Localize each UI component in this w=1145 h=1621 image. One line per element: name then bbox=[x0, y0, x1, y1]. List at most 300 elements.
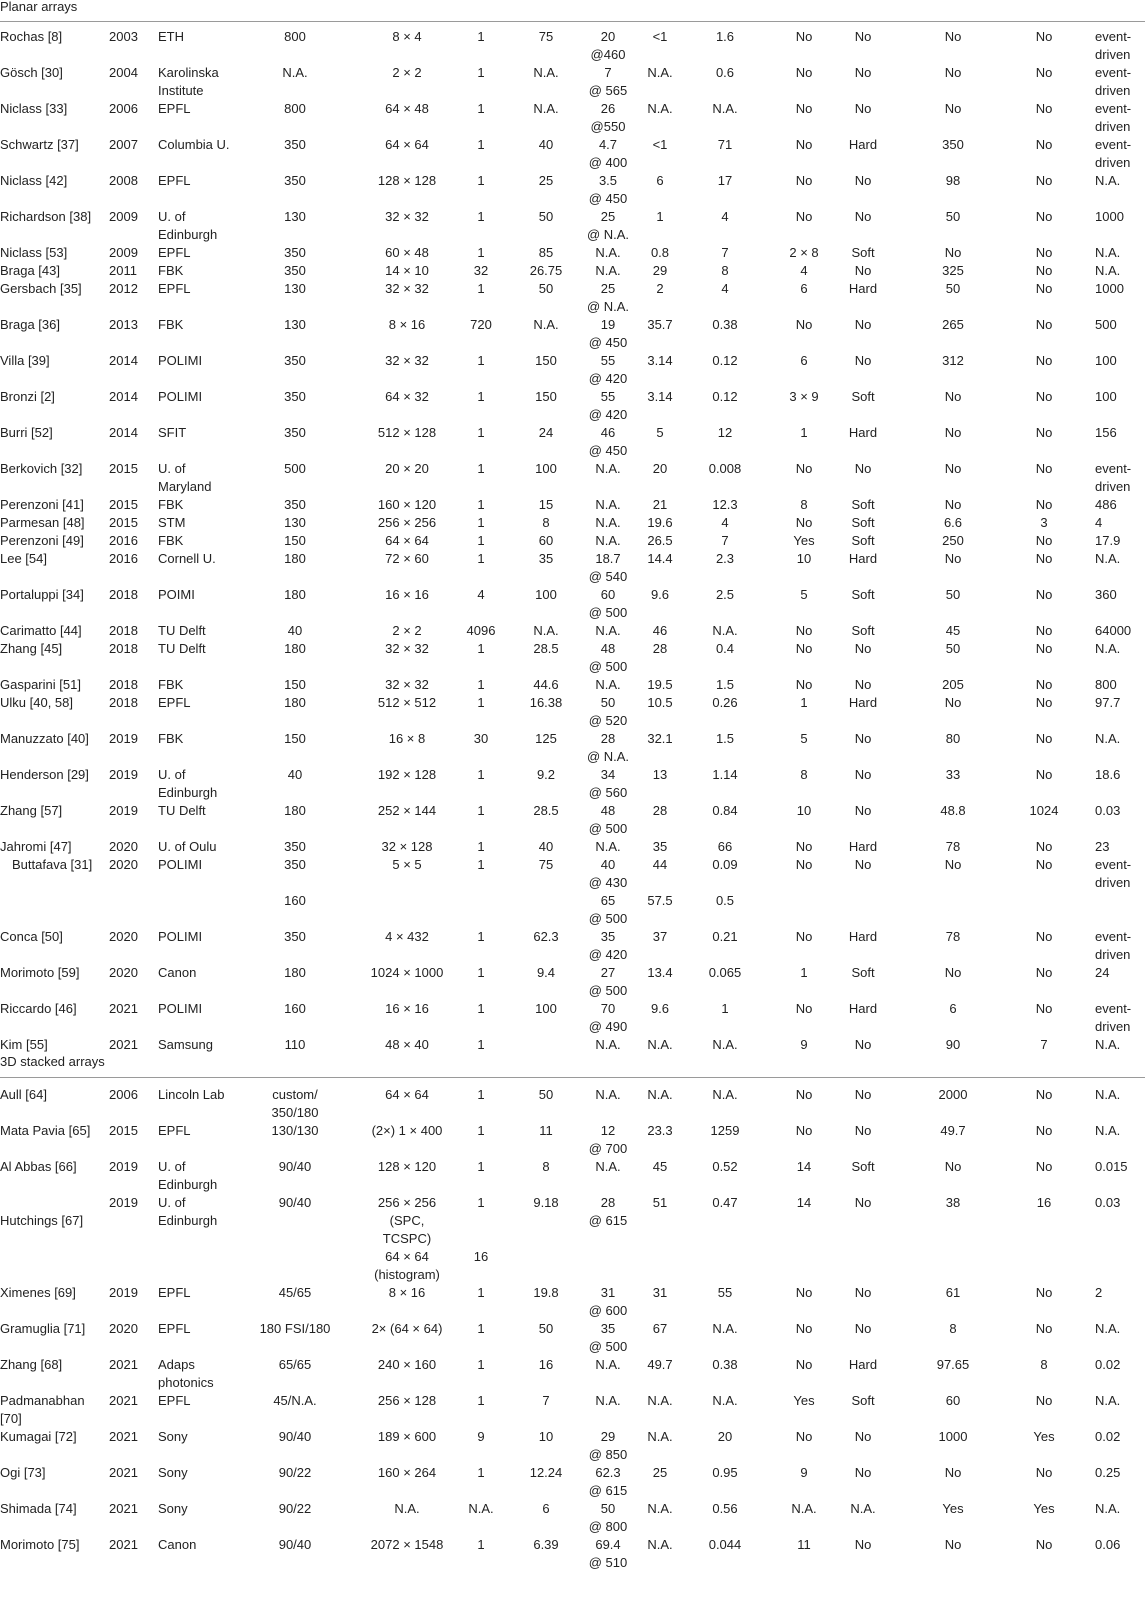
cell-power: 71 bbox=[717, 137, 733, 152]
cell-tdcs: 1 bbox=[477, 209, 485, 224]
cell-technology: 160 bbox=[284, 1001, 306, 1016]
cell-gating: No bbox=[854, 173, 872, 188]
cell-binning: 5 bbox=[800, 587, 808, 602]
cell-author: Parmesan [48] bbox=[0, 515, 85, 530]
cell-binning: No bbox=[795, 641, 813, 656]
cell-dcr: 10.5 bbox=[647, 695, 673, 710]
cell-array-size: 32 × 32 bbox=[385, 641, 429, 656]
cell-histogram: No bbox=[944, 1159, 962, 1174]
cell-power: 0.4 bbox=[715, 641, 735, 656]
planar-table-row bbox=[0, 928, 1145, 964]
cell-author: Carimatto [44] bbox=[0, 623, 82, 638]
cell-binning: No bbox=[795, 317, 813, 332]
cell-gating: No bbox=[854, 677, 872, 692]
cell-technology: 350 bbox=[284, 137, 306, 152]
cell-dcr: 2 bbox=[656, 281, 664, 296]
cell-gating: Soft bbox=[851, 1159, 875, 1174]
cell-year: 2021 bbox=[109, 1501, 138, 1516]
cell-pde: 50 @ 800 bbox=[588, 1501, 628, 1534]
cell-institution: POLIMI bbox=[158, 353, 203, 368]
cell-frame-rate: 156 bbox=[1095, 425, 1117, 440]
cell-pde: 31 @ 600 bbox=[588, 1285, 628, 1318]
cell-power: 55 bbox=[717, 1285, 733, 1300]
cell-histogram: 78 bbox=[945, 839, 961, 854]
cell-readout: 16 bbox=[1036, 1195, 1052, 1210]
cell-technology: 45/65 bbox=[278, 1285, 312, 1300]
cell-frame-rate: 486 bbox=[1095, 497, 1117, 512]
cell-gating: No bbox=[854, 65, 872, 80]
cell-institution: EPFL bbox=[158, 245, 191, 260]
cell-histogram: 78 bbox=[945, 929, 961, 944]
cell-power: N.A. bbox=[712, 1393, 738, 1408]
cell-institution: FBK bbox=[158, 731, 184, 746]
cell-array-size: (2×) 1 × 400 bbox=[371, 1123, 443, 1138]
cell-array-size: 8 × 16 bbox=[388, 1285, 426, 1300]
cell-power: 1 bbox=[721, 1001, 729, 1016]
cell-pde: 12 @ 700 bbox=[588, 1123, 628, 1156]
cell-author: Perenzoni [41] bbox=[0, 497, 84, 512]
cell-year: 2019 bbox=[109, 767, 138, 782]
cell-author: Niclass [53] bbox=[0, 245, 68, 260]
cell-technology: 350 bbox=[284, 353, 306, 368]
cell-histogram: 48.8 bbox=[940, 803, 966, 818]
cell-gating: N.A. bbox=[850, 1501, 876, 1516]
cell-technology: custom/ 350/180 bbox=[271, 1087, 319, 1120]
cell-institution: EPFL bbox=[158, 1393, 191, 1408]
cell-institution: U. of Edinburgh bbox=[158, 1195, 218, 1228]
cell-frame-rate: event- driven bbox=[1095, 857, 1132, 890]
cell-tdcs: 1 bbox=[477, 839, 485, 854]
cell-year: 2014 bbox=[109, 425, 138, 440]
stacked-table-row bbox=[0, 1392, 1145, 1428]
cell-readout: No bbox=[1035, 533, 1053, 548]
cell-pitch: 50 bbox=[538, 1321, 554, 1336]
cell-frame-rate: N.A. bbox=[1095, 1321, 1121, 1336]
planar-table-row bbox=[0, 586, 1145, 622]
cell-readout: No bbox=[1035, 353, 1053, 368]
cell-institution: Sony bbox=[158, 1465, 188, 1480]
cell-pitch: N.A. bbox=[533, 101, 559, 116]
cell-pde: 48 @ 500 bbox=[588, 641, 628, 674]
cell-power: 0.21 bbox=[712, 929, 738, 944]
cell-binning: 5 bbox=[800, 731, 808, 746]
cell-institution: POLIMI bbox=[158, 389, 203, 404]
cell-frame-rate: N.A. bbox=[1095, 173, 1121, 188]
cell-pde: 3.5 @ 450 bbox=[588, 173, 628, 206]
cell-dcr: N.A. bbox=[647, 101, 673, 116]
cell-frame-rate: N.A. bbox=[1095, 551, 1121, 566]
cell-power: 2.5 bbox=[715, 587, 735, 602]
cell-binning: No bbox=[795, 173, 813, 188]
cell-dcr: 44 bbox=[652, 857, 668, 872]
cell-power: 12 bbox=[717, 425, 733, 440]
cell-binning: No bbox=[795, 929, 813, 944]
cell-frame-rate: 0.25 bbox=[1095, 1465, 1121, 1480]
cell-year: 2011 bbox=[109, 263, 137, 278]
cell-institution: EPFL bbox=[158, 1285, 191, 1300]
cell-binning: No bbox=[795, 65, 813, 80]
cell-year: 2016 bbox=[109, 533, 138, 548]
cell-histogram: No bbox=[944, 1465, 962, 1480]
cell-array-size: 48 × 40 bbox=[385, 1037, 429, 1052]
cell-author: Niclass [33] bbox=[0, 101, 68, 116]
cell-gating: Soft bbox=[851, 497, 875, 512]
cell-institution: TU Delft bbox=[158, 623, 206, 638]
cell-frame-rate: 17.9 bbox=[1095, 533, 1121, 548]
cell-pitch: 11 bbox=[539, 1123, 553, 1138]
cell-tdcs: 1 bbox=[477, 173, 485, 188]
cell-tdcs: 1 bbox=[477, 1195, 485, 1210]
cell-frame-rate: 0.02 bbox=[1095, 1429, 1121, 1444]
cell-dcr: 19.5 bbox=[647, 677, 673, 692]
cell-dcr: 51 bbox=[652, 1195, 668, 1210]
cell-power: 0.12 bbox=[712, 389, 738, 404]
cell-binning: N.A. bbox=[791, 1501, 817, 1516]
cell-array-size: 64 × 64 bbox=[385, 1087, 429, 1102]
cell-technology: 350 bbox=[284, 929, 306, 944]
cell-year: 2020 bbox=[109, 965, 138, 980]
cell-dcr: 13.4 bbox=[647, 965, 673, 980]
cell-author: Niclass [42] bbox=[0, 173, 68, 188]
cell-institution: Sony bbox=[158, 1429, 188, 1444]
cell-array-size: 32 × 32 bbox=[385, 281, 429, 296]
cell-tdcs: 1 bbox=[477, 677, 485, 692]
cell-pitch: 100 bbox=[535, 461, 557, 476]
cell-power: 4 bbox=[721, 515, 729, 530]
cell-institution: Adaps photonics bbox=[158, 1357, 214, 1390]
cell-pitch: 62.3 bbox=[533, 929, 559, 944]
cell-pde: 7 @ 565 bbox=[588, 65, 628, 98]
cell-institution: POLIMI bbox=[158, 857, 203, 872]
cell-tdcs: 720 bbox=[470, 317, 492, 332]
cell-technology: 180 bbox=[284, 641, 306, 656]
cell-frame-rate: 0.015 bbox=[1095, 1159, 1128, 1174]
cell-frame-rate: N.A. bbox=[1095, 1123, 1121, 1138]
cell-dcr: <1 bbox=[652, 137, 668, 152]
cell-tdcs: 1 bbox=[477, 929, 485, 944]
cell-pitch: 8 bbox=[542, 1159, 550, 1174]
cell-year: 2015 bbox=[109, 515, 138, 530]
cell-histogram: No bbox=[944, 29, 962, 44]
cell-power: 0.38 bbox=[712, 317, 738, 332]
cell-gating: No bbox=[854, 857, 872, 872]
cell-pitch: 50 bbox=[538, 1087, 554, 1102]
cell-dcr: 9.6 bbox=[650, 587, 670, 602]
cell-histogram: 80 bbox=[945, 731, 961, 746]
cell-power: 0.09 bbox=[712, 857, 738, 872]
cell-pitch: 19.8 bbox=[533, 1285, 559, 1300]
cell-binning: No bbox=[795, 461, 813, 476]
cell-readout: No bbox=[1035, 29, 1053, 44]
cell-power: 0.6 bbox=[715, 65, 735, 80]
cell-tdcs: 1 bbox=[477, 245, 485, 260]
cell-gating: No bbox=[854, 29, 872, 44]
cell-binning: 8 bbox=[800, 767, 808, 782]
cell-technology: 90/40 bbox=[278, 1159, 312, 1174]
cell-year: 2021 bbox=[109, 1537, 138, 1552]
planar-table-row bbox=[0, 208, 1145, 244]
cell-institution: U. of Edinburgh bbox=[158, 1159, 218, 1192]
cell-tdcs: 1 bbox=[477, 1537, 485, 1552]
cell-array-size: 32 × 32 bbox=[385, 677, 429, 692]
cell-author: Villa [39] bbox=[0, 353, 50, 368]
cell-pitch: 35 bbox=[538, 551, 554, 566]
cell-power: 0.47 bbox=[712, 1195, 738, 1210]
cell-histogram: No bbox=[944, 695, 962, 710]
cell-institution: EPFL bbox=[158, 695, 191, 710]
cell-technology: 800 bbox=[284, 29, 306, 44]
cell-tdcs: 1 bbox=[477, 1285, 485, 1300]
cell-year: 2019 bbox=[109, 731, 138, 746]
cell-institution: U. of Edinburgh bbox=[158, 767, 218, 800]
cell-histogram: 50 bbox=[945, 587, 961, 602]
cell-pde: 55 @ 420 bbox=[588, 353, 628, 386]
cell-array-size: 252 × 144 bbox=[377, 803, 437, 818]
cell-tdcs: 1 bbox=[477, 1001, 485, 1016]
cell-author: Gramuglia [71] bbox=[0, 1321, 86, 1336]
cell-tdcs: 1 bbox=[477, 695, 485, 710]
cell-institution: Cornell U. bbox=[158, 551, 216, 566]
cell-dcr: N.A. bbox=[647, 1087, 673, 1102]
cell-gating: No bbox=[854, 1537, 872, 1552]
cell-histogram: No bbox=[944, 425, 962, 440]
cell-pde: 28 @ N.A. bbox=[586, 731, 630, 764]
cell-dcr: N.A. bbox=[647, 1537, 673, 1552]
cell-binning: No bbox=[795, 29, 813, 44]
cell-technology: 90/22 bbox=[278, 1501, 312, 1516]
cell-dcr: 45 bbox=[652, 1159, 668, 1174]
cell-frame-rate: N.A. bbox=[1095, 641, 1121, 656]
cell-power: N.A. bbox=[712, 623, 738, 638]
cell-readout: No bbox=[1035, 389, 1053, 404]
cell-readout: No bbox=[1035, 551, 1053, 566]
cell-binning: 9 bbox=[800, 1037, 808, 1052]
cell-readout: 1024 bbox=[1029, 803, 1059, 818]
cell-pde: 29 @ 850 bbox=[588, 1429, 628, 1462]
cell-pde: 20 @460 bbox=[590, 29, 626, 62]
cell-binning: No bbox=[795, 623, 813, 638]
cell-gating: Hard bbox=[848, 137, 878, 152]
cell-technology: 110 bbox=[284, 1037, 306, 1052]
cell-tdcs: 32 bbox=[473, 263, 489, 278]
planar-table-row bbox=[0, 136, 1145, 172]
cell-technology: 130 bbox=[284, 317, 306, 332]
cell-frame-rate: N.A. bbox=[1095, 1393, 1121, 1408]
cell-binning: Yes bbox=[793, 533, 815, 548]
cell-frame-rate: 23 bbox=[1095, 839, 1110, 854]
cell-author: Riccardo [46] bbox=[0, 1001, 77, 1016]
cell-pitch: 40 bbox=[538, 137, 554, 152]
cell-dcr: 14.4 bbox=[647, 551, 673, 566]
cell-histogram: 50 bbox=[945, 281, 961, 296]
cell-tdcs: 1 bbox=[477, 101, 485, 116]
cell-pde: 65 @ 500 bbox=[588, 893, 628, 926]
stacked-table-row bbox=[0, 1248, 1145, 1284]
cell-technology: 350 bbox=[284, 839, 306, 854]
cell-power: 4 bbox=[721, 281, 729, 296]
cell-frame-rate: event- driven bbox=[1095, 929, 1132, 962]
cell-dcr: 29 bbox=[652, 263, 668, 278]
cell-gating: Hard bbox=[848, 281, 878, 296]
cell-readout: No bbox=[1035, 1123, 1053, 1138]
cell-year: 2007 bbox=[109, 137, 138, 152]
cell-gating: No bbox=[854, 461, 872, 476]
cell-histogram: No bbox=[944, 551, 962, 566]
cell-array-size: 64 × 64 (histogram) bbox=[374, 1249, 440, 1282]
cell-pitch: 24 bbox=[538, 425, 554, 440]
cell-pde: N.A. bbox=[595, 245, 621, 260]
cell-author: Mata Pavia [65] bbox=[0, 1123, 91, 1138]
cell-gating: Soft bbox=[851, 587, 875, 602]
cell-power: 1259 bbox=[710, 1123, 740, 1138]
cell-technology: 180 FSI/180 bbox=[259, 1321, 331, 1336]
cell-binning: No bbox=[795, 1429, 813, 1444]
cell-pitch: 75 bbox=[538, 29, 554, 44]
planar-table-row bbox=[0, 766, 1145, 802]
cell-frame-rate: 1000 bbox=[1095, 209, 1124, 224]
cell-array-size: 160 × 120 bbox=[377, 497, 437, 512]
stacked-table-row bbox=[0, 1212, 1145, 1248]
cell-tdcs: 1 bbox=[477, 1159, 485, 1174]
cell-institution: FBK bbox=[158, 317, 184, 332]
cell-technology: 350 bbox=[284, 389, 306, 404]
cell-pitch: 28.5 bbox=[533, 641, 559, 656]
cell-year: 2021 bbox=[109, 1357, 138, 1372]
planar-table-row bbox=[0, 352, 1145, 388]
cell-frame-rate: 0.03 bbox=[1095, 1195, 1121, 1210]
cell-year: 2018 bbox=[109, 695, 138, 710]
cell-gating: Soft bbox=[851, 389, 875, 404]
cell-gating: No bbox=[854, 1429, 872, 1444]
cell-gating: No bbox=[854, 101, 872, 116]
cell-dcr: 67 bbox=[652, 1321, 668, 1336]
cell-pde: N.A. bbox=[595, 677, 621, 692]
planar-table-row bbox=[0, 388, 1145, 424]
cell-author: Berkovich [32] bbox=[0, 461, 83, 476]
cell-author: Kim [55] bbox=[0, 1037, 48, 1052]
cell-array-size: 32 × 32 bbox=[385, 353, 429, 368]
cell-tdcs: 30 bbox=[473, 731, 489, 746]
cell-year: 2014 bbox=[109, 353, 138, 368]
cell-dcr: N.A. bbox=[647, 1393, 673, 1408]
cell-histogram: 1000 bbox=[938, 1429, 968, 1444]
stacked-table-row bbox=[0, 1464, 1145, 1500]
cell-readout: No bbox=[1035, 317, 1053, 332]
cell-year: 2009 bbox=[109, 245, 138, 260]
cell-power: N.A. bbox=[712, 101, 738, 116]
cell-author: Zhang [45] bbox=[0, 641, 63, 656]
cell-histogram: 8 bbox=[949, 1321, 957, 1336]
cell-histogram: 49.7 bbox=[940, 1123, 966, 1138]
cell-binning: No bbox=[795, 677, 813, 692]
cell-array-size: 64 × 32 bbox=[385, 389, 429, 404]
cell-dcr: 26.5 bbox=[647, 533, 673, 548]
cell-year: 2018 bbox=[109, 677, 138, 692]
cell-binning: No bbox=[795, 1321, 813, 1336]
cell-gating: No bbox=[854, 317, 872, 332]
cell-technology: 160 bbox=[284, 893, 306, 908]
cell-pitch: 25 bbox=[538, 173, 554, 188]
cell-dcr: 3.14 bbox=[647, 353, 673, 368]
cell-institution: TU Delft bbox=[158, 803, 206, 818]
cell-author: Zhang [68] bbox=[0, 1357, 63, 1372]
cell-tdcs: 1 bbox=[477, 1465, 485, 1480]
cell-author: Ogi [73] bbox=[0, 1465, 46, 1480]
cell-array-size: 128 × 120 bbox=[377, 1159, 437, 1174]
cell-pde: 69.4 @ 510 bbox=[588, 1537, 628, 1570]
cell-readout: Yes bbox=[1033, 1429, 1055, 1444]
cell-pde: 40 @ 430 bbox=[588, 857, 628, 890]
cell-pitch: 125 bbox=[535, 731, 557, 746]
cell-pitch: 85 bbox=[538, 245, 554, 260]
cell-array-size: 16 × 16 bbox=[385, 1001, 429, 1016]
cell-author: Hutchings [67] bbox=[0, 1213, 84, 1228]
cell-pitch: 16.38 bbox=[529, 695, 563, 710]
cell-dcr: 46 bbox=[652, 623, 668, 638]
cell-readout: No bbox=[1035, 1393, 1053, 1408]
stacked-divider bbox=[0, 1077, 1145, 1078]
cell-histogram: Yes bbox=[942, 1501, 964, 1516]
cell-technology: 350 bbox=[284, 245, 306, 260]
cell-institution: FBK bbox=[158, 497, 184, 512]
cell-pitch: 7 bbox=[542, 1393, 550, 1408]
cell-readout: No bbox=[1035, 929, 1053, 944]
stacked-table-row bbox=[0, 1428, 1145, 1464]
cell-binning: 14 bbox=[796, 1195, 812, 1210]
cell-tdcs: 1 bbox=[477, 767, 485, 782]
cell-author: Al Abbas [66] bbox=[0, 1159, 77, 1174]
cell-gating: Hard bbox=[848, 929, 878, 944]
cell-pde: 34 @ 560 bbox=[588, 767, 628, 800]
cell-pde: 25 @ N.A. bbox=[586, 209, 630, 242]
cell-tdcs: 1 bbox=[477, 965, 485, 980]
cell-binning: 1 bbox=[800, 425, 808, 440]
cell-pde: 19 @ 450 bbox=[588, 317, 628, 350]
cell-institution: U. of Maryland bbox=[158, 461, 212, 494]
cell-year: 2019 bbox=[109, 1195, 138, 1210]
cell-array-size: 64 × 64 bbox=[385, 137, 429, 152]
cell-year: 2018 bbox=[109, 587, 138, 602]
cell-pde: N.A. bbox=[595, 1357, 621, 1372]
cell-technology: 150 bbox=[284, 731, 306, 746]
cell-frame-rate: N.A. bbox=[1095, 731, 1121, 746]
cell-gating: No bbox=[854, 1123, 872, 1138]
cell-histogram: 6.6 bbox=[943, 515, 963, 530]
cell-power: 0.84 bbox=[712, 803, 738, 818]
cell-histogram: 325 bbox=[942, 263, 964, 278]
cell-binning: 3 × 9 bbox=[789, 389, 819, 404]
cell-array-size: 240 × 160 bbox=[377, 1357, 437, 1372]
cell-frame-rate: N.A. bbox=[1095, 245, 1121, 260]
cell-year: 2018 bbox=[109, 641, 138, 656]
cell-tdcs: 9 bbox=[477, 1429, 485, 1444]
cell-author: Gersbach [35] bbox=[0, 281, 82, 296]
cell-binning: 11 bbox=[797, 1537, 811, 1552]
cell-array-size: 14 × 10 bbox=[385, 263, 429, 278]
cell-institution: EPFL bbox=[158, 281, 191, 296]
cell-author: Portaluppi [34] bbox=[0, 587, 84, 602]
cell-readout: No bbox=[1035, 1321, 1053, 1336]
cell-frame-rate: 0.06 bbox=[1095, 1537, 1121, 1552]
cell-year: 2021 bbox=[109, 1037, 138, 1052]
stacked-table-row bbox=[0, 1158, 1145, 1194]
cell-pde: 46 @ 450 bbox=[588, 425, 628, 458]
cell-array-size: 2072 × 1548 bbox=[370, 1537, 444, 1552]
cell-pitch: 40 bbox=[538, 839, 554, 854]
planar-arrays-heading: Planar arrays bbox=[0, 0, 78, 14]
cell-institution: Karolinska Institute bbox=[158, 65, 219, 98]
planar-table-row bbox=[0, 1000, 1145, 1036]
